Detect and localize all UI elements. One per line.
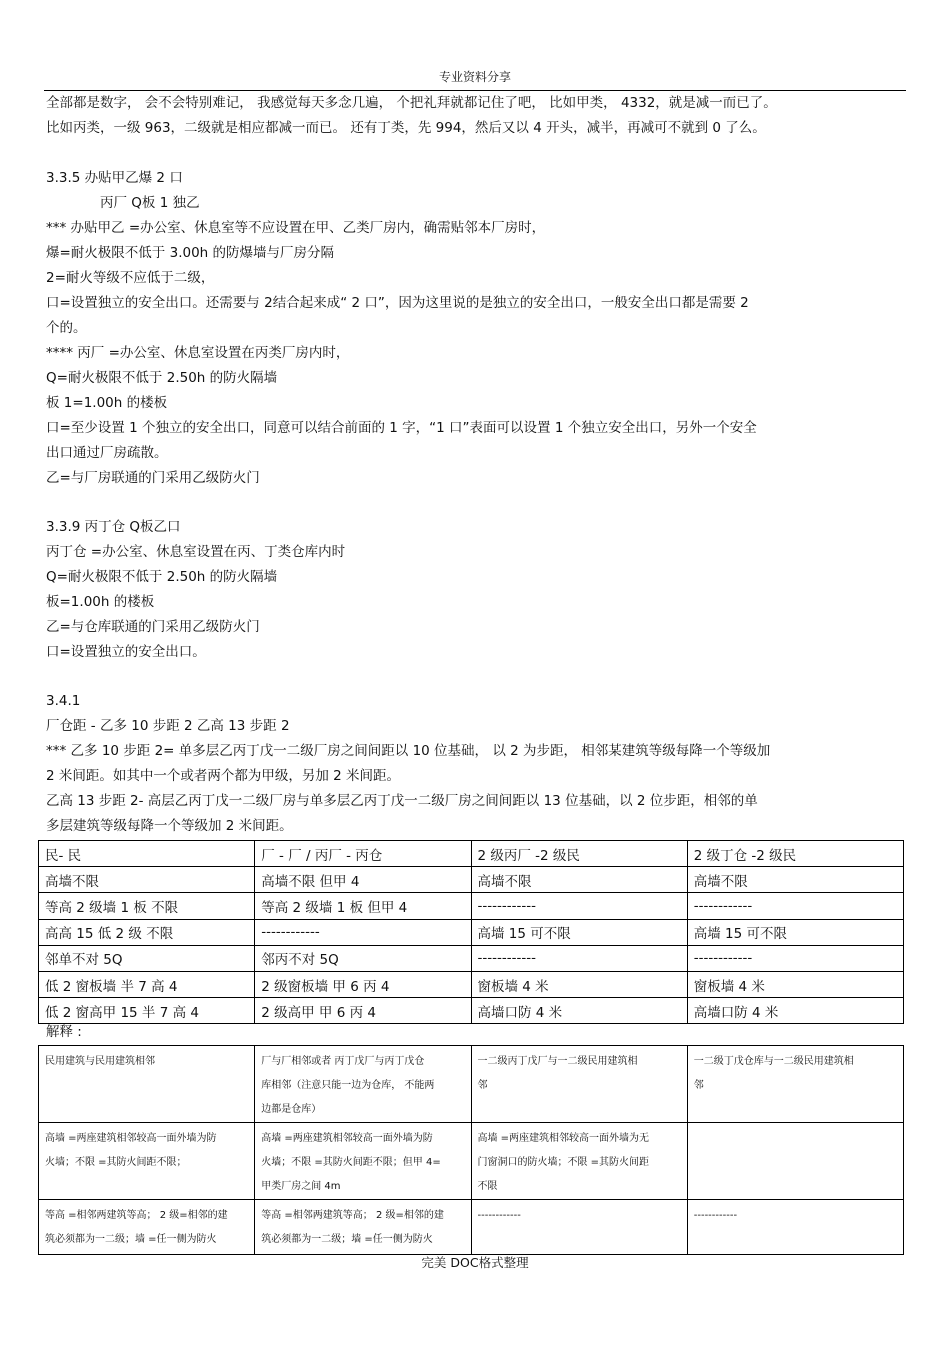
table-cell: ------------ [471,893,687,919]
table-row [39,867,904,893]
table-cell: 低 2 窗高甲 15 半 7 高 4 [39,998,255,1024]
explain-label: 解释 : [46,1024,82,1040]
table-cell: ------------ [471,1200,687,1255]
table-cell: 民- 民 [39,841,255,867]
table-cell [687,1123,903,1200]
section-heading: 3.3.5 办贴甲乙爆 2 口 [46,170,183,186]
section-heading: 3.3.9 丙丁仓 Q板乙口 [46,519,181,535]
page-header: 专业资料分享 [438,70,511,84]
section-heading: 3.4.1 [46,693,81,709]
table-cell: ------------ [687,893,903,919]
table-cell: 低 2 窗板墙 半 7 高 4 [39,971,255,997]
header-rule [44,90,906,91]
table-cell: 高墙不限 [471,867,687,893]
text-line: *** 办贴甲乙 =办公室、休息室等不应设置在甲、乙类厂房内，确需贴邻本厂房时， [46,220,546,236]
text-line: 丙丁仓 =办公室、休息室设置在丙、丁类仓库内时 [46,544,346,560]
text-line: **** 丙厂 =办公室、休息室设置在丙类厂房内时， [46,345,350,361]
table-cell: 2 级窗板墙 甲 6 丙 4 [255,971,471,997]
text-line: 多层建筑等级每降一个等级加 2 米间距。 [46,818,293,834]
table-cell: 高高 15 低 2 级 不限 [39,919,255,945]
text-line: 乙=与厂房联通的门采用乙级防火门 [46,470,260,486]
table-cell: 高墙 =两座建筑相邻较高一面外墙为防 火墙；不限 =其防火间距不限； [39,1123,255,1200]
table-cell: 一二级丁戊仓库与一二级民用建筑相 邻 [687,1046,903,1123]
text-line: 板=1.00h 的楼板 [46,594,155,610]
page-footer: 完美 DOC格式整理 [421,1255,529,1270]
text-line: 丙厂 Q板 1 独乙 [100,195,200,211]
text-line: 乙=与仓库联通的门采用乙级防火门 [46,619,260,635]
table-cell: 窗板墙 4 米 [687,971,903,997]
table-cell: 邻单不对 5Q [39,945,255,971]
text-line: 厂仓距 - 乙多 10 步距 2 乙高 13 步距 2 [46,718,290,734]
table-cell: 高墙 =两座建筑相邻较高一面外墙为无 门窗洞口的防火墙；不限 =其防火间距 不限 [471,1123,687,1200]
table-cell: 高墙 =两座建筑相邻较高一面外墙为防 火墙；不限 =其防火间距不限；但甲 4= 甲类厂房之间 4m [255,1123,471,1200]
table-cell: ------------ [471,945,687,971]
table-cell: 高墙不限 但甲 4 [255,867,471,893]
table-cell: 等高 =相邻两建筑等高； 2 级=相邻的建 筑必须都为一二级；墙 =任一侧为防火 [39,1200,255,1255]
table-row [39,841,904,867]
text-line: 2 米间距。如其中一个或者两个都为甲级，另加 2 米间距。 [46,768,401,784]
text-line: 比如丙类，一级 963，二级就是相应都减一而已。 还有丁类，先 994，然后又以 4 开头，减半，再减可不就到 0 了么。 [46,120,766,136]
table-cell: 民用建筑与民用建筑相邻 [39,1046,255,1123]
table-cell: 2 级丁仓 -2 级民 [687,841,903,867]
text-line: Q=耐火极限不低于 2.50h 的防火隔墙 [46,569,278,585]
table-cell: 等高 2 级墙 1 板 不限 [39,893,255,919]
text-line: Q=耐火极限不低于 2.50h 的防火隔墙 [46,370,278,386]
table-cell: 高墙口防 4 米 [687,998,903,1024]
text-line: 个的。 [46,320,87,336]
table-cell: ------------ [687,1200,903,1255]
text-line: 板 1=1.00h 的楼板 [46,395,168,411]
table-cell: 等高 =相邻两建筑等高； 2 级=相邻的建 筑必须都为一二级；墙 =任一侧为防火 [255,1200,471,1255]
table-row [39,919,904,945]
text-line: 2=耐火等级不应低于二级， [46,270,215,286]
table-cell: 一二级丙丁戊厂与一二级民用建筑相 邻 [471,1046,687,1123]
table-cell: 高墙 15 可不限 [687,919,903,945]
text-line: 口=至少设置 1 个独立的安全出口，同意可以结合前面的 1 字，“1 口”表面可以设置 1 个独立安全出口，另外一个安全 [46,420,757,436]
text-line: 出口通过厂房疏散。 [46,445,168,461]
table-cell: 厂与厂相邻或者 丙丁戊厂与丙丁戊仓 库相邻（注意只能一边为仓库， 不能两 边都是仓库） [255,1046,471,1123]
table-cell: 高墙不限 [687,867,903,893]
table-cell: 高墙口防 4 米 [471,998,687,1024]
table-cell: 2 级丙厂 -2 级民 [471,841,687,867]
text-line: 全部都是数字， 会不会特别难记， 我感觉每天多念几遍， 个把礼拜就都记住了吧， 比如甲类， 4332，就是减一而已了。 [46,95,777,111]
table-cell: 高墙 15 可不限 [471,919,687,945]
table-cell: ------------ [687,945,903,971]
table-cell: 等高 2 级墙 1 板 但甲 4 [255,893,471,919]
explanation-table [38,1045,904,1255]
table-row [39,945,904,971]
text-line: *** 乙多 10 步距 2= 单多层乙丙丁戊一二级厂房之间间距以 10 位基础， 以 2 为步距， 相邻某建筑等级每降一个等级加 [46,743,771,759]
table-cell: 2 级高甲 甲 6 丙 4 [255,998,471,1024]
text-line: 口=设置独立的安全出口。还需要与 2结合起来成“ 2 口”，因为这里说的是独立的安全出口，一般安全出口都是需要 2 [46,295,749,311]
table-row [39,1046,904,1123]
table-row [39,971,904,997]
text-line: 口=设置独立的安全出口。 [46,644,206,660]
table-cell: 邻丙不对 5Q [255,945,471,971]
table-row [39,1200,904,1255]
table-row [39,1123,904,1200]
table-cell: 高墙不限 [39,867,255,893]
table-row [39,893,904,919]
table-cell: 窗板墙 4 米 [471,971,687,997]
table-cell: ------------ [255,919,471,945]
table-cell: 厂 - 厂 / 丙厂 - 丙仓 [255,841,471,867]
table-row [39,998,904,1024]
text-line: 乙高 13 步距 2- 高层乙丙丁戊一二级厂房与单多层乙丙丁戊一二级厂房之间间距以 13 位基础，以 2 位步距，相邻的单 [46,793,758,809]
spacing-summary-table [38,840,904,1024]
text-line: 爆=耐火极限不低于 3.00h 的防爆墙与厂房分隔 [46,245,335,261]
